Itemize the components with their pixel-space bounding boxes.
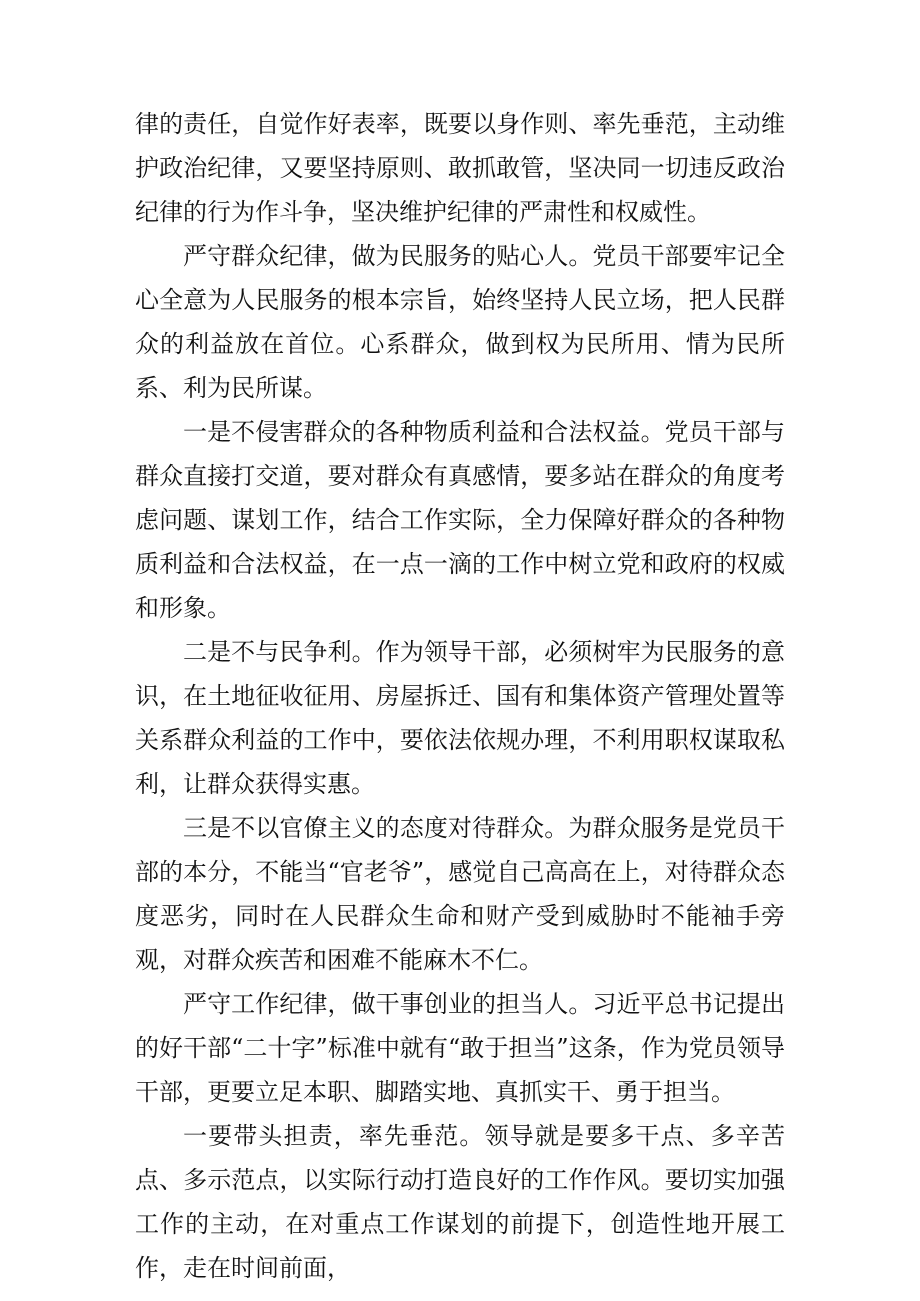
paragraph-lead-responsibility: 一要带头担责，率先垂范。领导就是要多干点、多辛苦点、多示范点，以实际行动打造良好的工作作风。要切实加强工作的主动，在对重点工作谋划的前提下，创造性地开展工作，走在时间前面， bbox=[135, 1122, 785, 1282]
document-body bbox=[135, 102, 785, 1290]
paragraph-continuation: 律的责任，自觉作好表率，既要以身作则、率先垂范，主动维护政治纪律，又要坚持原则、敢抓敢管，坚决同一切违反政治纪律的行为作斗争，坚决维护纪律的严肃性和权威性。 bbox=[135, 110, 785, 226]
paragraph-point-three: 三是不以官僚主义的态度对待群众。为群众服务是党员干部的本分，不能当“官老爷”，感觉自己高高在上，对待群众态度恶劣，同时在人民群众生命和财产受到威胁时不能袖手旁观，对群众疾苦和困难不能麻木不仁。 bbox=[135, 814, 785, 974]
paragraph-point-two: 二是不与民争利。作为领导干部，必须树牢为民服务的意识，在土地征收征用、房屋拆迁、国有和集体资产管理处置等关系群众利益的工作中，要依法依规办理，不利用职权谋取私利，让群众获得实惠。 bbox=[135, 638, 785, 798]
paragraph-work-discipline: 严守工作纪律，做干事创业的担当人。习近平总书记提出的好干部“二十字”标准中就有“敢于担当”这条，作为党员领导干部，更要立足本职、脚踏实地、真抓实干、勇于担当。 bbox=[135, 990, 785, 1106]
paragraph-mass-discipline: 严守群众纪律，做为民服务的贴心人。党员干部要牢记全心全意为人民服务的根本宗旨，始终坚持人民立场，把人民群众的利益放在首位。心系群众，做到权为民所用、情为民所系、利为民所谋。 bbox=[135, 242, 785, 402]
paragraph-point-one: 一是不侵害群众的各种物质利益和合法权益。党员干部与群众直接打交道，要对群众有真感情，要多站在群众的角度考虑问题、谋划工作，结合工作实际，全力保障好群众的各种物质利益和合法权益，在一点一滴的工作中树立党和政府的权威和形象。 bbox=[135, 418, 785, 622]
